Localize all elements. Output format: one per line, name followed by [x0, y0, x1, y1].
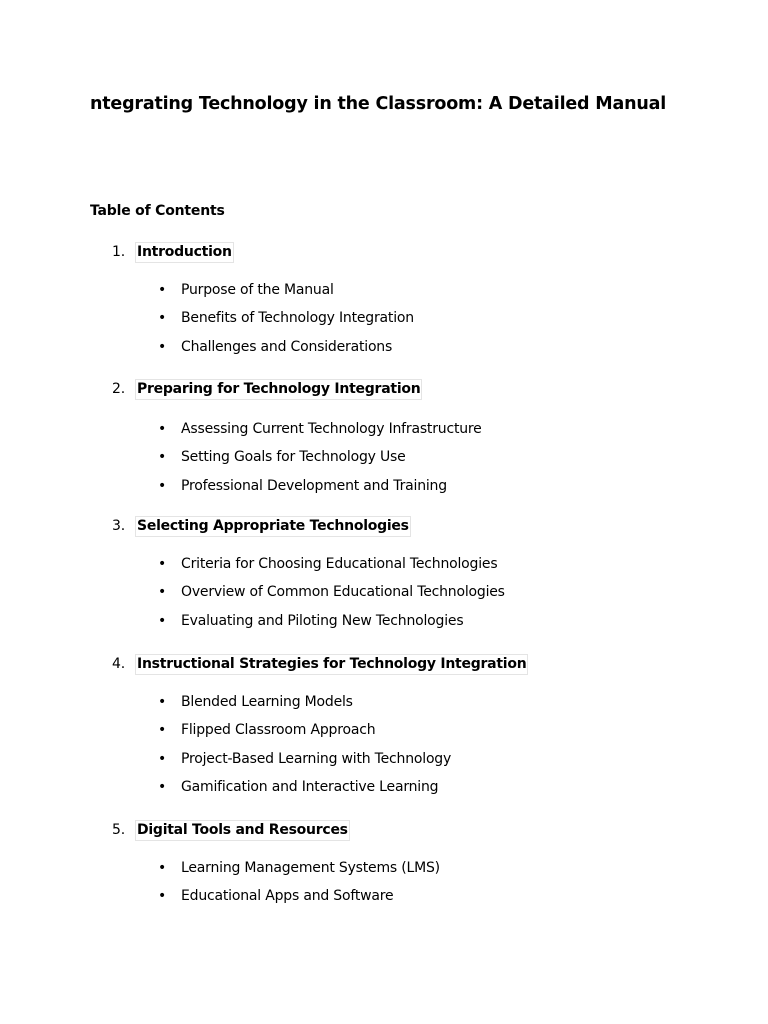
bullet-icon: •	[158, 860, 167, 876]
list-item	[0, 556, 768, 584]
list-item-label: Criteria for Choosing Educational Technologies	[181, 556, 498, 572]
toc-section-preparing	[0, 379, 768, 494]
list-item-label: Gamification and Interactive Learning	[181, 778, 439, 795]
list-item-label: Challenges and Considerations	[181, 338, 393, 355]
subsection-list	[0, 556, 768, 641]
list-item-label: Benefits of Technology Integration	[181, 310, 414, 327]
toc-link-instructional[interactable]: Instructional Strategies for Technology Integration	[135, 654, 528, 675]
list-item-label: Evaluating and Piloting New Technologies	[181, 612, 464, 629]
bullet-icon: •	[158, 584, 167, 601]
list-item	[0, 751, 768, 779]
list-item	[0, 613, 768, 641]
bullet-icon: •	[158, 722, 167, 739]
list-item-label: Professional Development and Training	[181, 477, 447, 494]
list-item-label: Purpose of the Manual	[181, 282, 334, 298]
section-number: 3.	[112, 518, 125, 534]
toc-heading: Table of Contents	[90, 203, 225, 219]
list-item-label: Flipped Classroom Approach	[181, 722, 376, 739]
subsection-list	[0, 421, 768, 506]
bullet-icon: •	[158, 282, 167, 298]
toc-link-digital-tools[interactable]: Digital Tools and Resources	[135, 820, 350, 841]
toc-section-selecting	[0, 516, 768, 629]
list-item	[0, 694, 768, 722]
bullet-icon: •	[158, 694, 167, 710]
list-item	[0, 310, 768, 338]
list-item	[0, 478, 768, 506]
section-number: 2.	[112, 381, 125, 397]
bullet-icon: •	[158, 778, 167, 795]
list-item-label: Setting Goals for Technology Use	[181, 449, 406, 466]
bullet-icon: •	[158, 750, 167, 767]
toc-section-introduction	[0, 242, 768, 355]
list-item-label: Educational Apps and Software	[181, 888, 394, 905]
list-item	[0, 860, 768, 888]
bullet-icon: •	[158, 449, 167, 466]
list-item	[0, 584, 768, 612]
bullet-icon: •	[158, 421, 167, 437]
list-item	[0, 722, 768, 750]
list-item-label: Project-Based Learning with Technology	[181, 750, 452, 767]
list-item-label: Assessing Current Technology Infrastructure	[181, 421, 482, 437]
list-item	[0, 888, 768, 916]
subsection-list	[0, 694, 768, 807]
toc-link-selecting[interactable]: Selecting Appropriate Technologies	[135, 516, 411, 537]
toc-link-introduction[interactable]: Introduction	[135, 242, 234, 263]
toc-link-preparing[interactable]: Preparing for Technology Integration	[135, 379, 422, 400]
bullet-icon: •	[158, 556, 167, 572]
bullet-icon: •	[158, 477, 167, 494]
bullet-icon: •	[158, 310, 167, 327]
list-item	[0, 449, 768, 477]
bullet-icon: •	[158, 612, 167, 629]
list-item-label: Overview of Common Educational Technologies	[181, 584, 505, 601]
document-title: ntegrating Technology in the Classroom: A Detailed Manual	[90, 94, 667, 114]
toc-section-instructional	[0, 654, 768, 795]
subsection-list	[0, 282, 768, 367]
section-number: 1.	[112, 244, 125, 260]
bullet-icon: •	[158, 338, 167, 355]
list-item	[0, 282, 768, 310]
bullet-icon: •	[158, 888, 167, 905]
section-number: 4.	[112, 656, 125, 672]
toc-section-digital-tools	[0, 820, 768, 905]
list-item	[0, 339, 768, 367]
list-item-label: Learning Management Systems (LMS)	[181, 860, 440, 876]
list-item	[0, 779, 768, 807]
subsection-list	[0, 860, 768, 917]
list-item	[0, 421, 768, 449]
section-number: 5.	[112, 822, 125, 838]
list-item-label: Blended Learning Models	[181, 694, 353, 710]
